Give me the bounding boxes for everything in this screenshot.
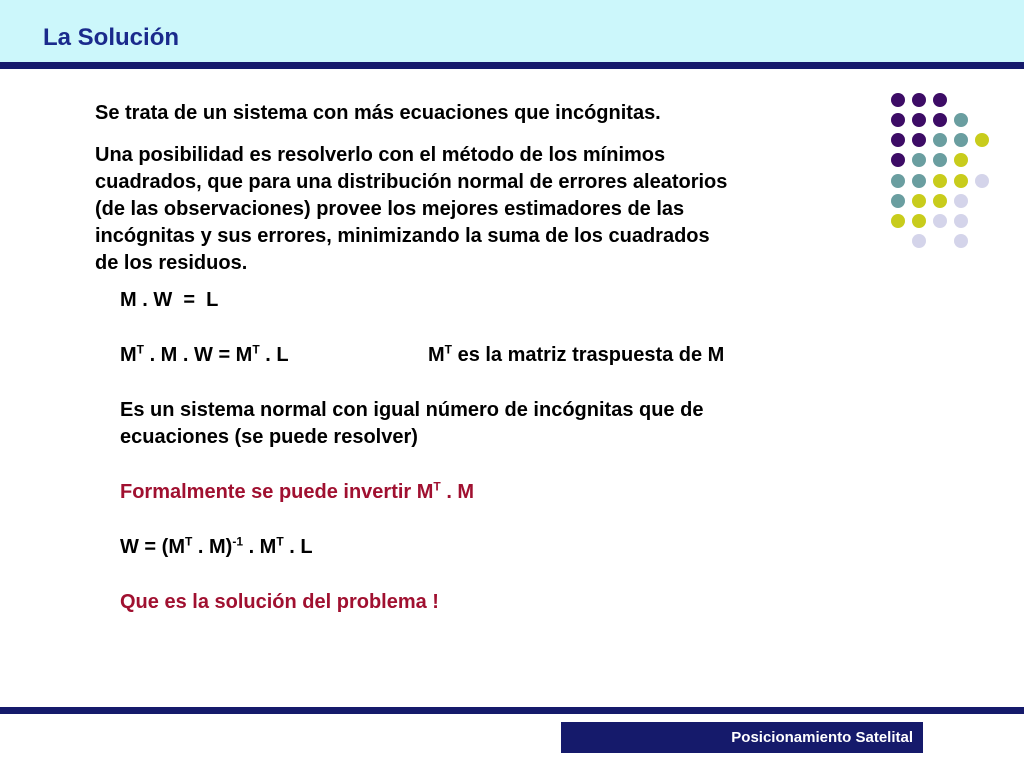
note-text: es la matriz traspuesta de M bbox=[452, 344, 725, 366]
normal-system-text bbox=[120, 397, 703, 451]
decor-dot bbox=[912, 174, 926, 188]
sol-text: . L bbox=[283, 536, 313, 558]
solution-equation bbox=[120, 534, 313, 561]
decor-dot bbox=[954, 194, 968, 208]
decor-dot bbox=[975, 133, 989, 147]
decor-dot bbox=[933, 113, 947, 127]
decor-dot bbox=[954, 234, 968, 248]
paragraph-line: (de las observaciones) provee los mejores estimadores de las bbox=[95, 198, 685, 220]
footer-text: Posicionamiento Satelital bbox=[731, 729, 913, 746]
eq-text: . L bbox=[259, 344, 289, 366]
decor-dot bbox=[912, 133, 926, 147]
sol-superscript: T bbox=[185, 534, 193, 549]
normal-line: ecuaciones (se puede resolver) bbox=[120, 426, 418, 448]
paragraph-line: Una posibilidad es resolverlo con el método de los mínimos bbox=[95, 144, 666, 166]
footer-label bbox=[561, 722, 923, 753]
decor-dot bbox=[954, 113, 968, 127]
decor-dot bbox=[891, 174, 905, 188]
decor-dot bbox=[933, 194, 947, 208]
sol-superscript: T bbox=[276, 534, 284, 549]
decor-dot bbox=[954, 133, 968, 147]
paragraph-line: incógnitas y sus errores, minimizando la suma de los cuadrados bbox=[95, 225, 710, 247]
decor-dot bbox=[912, 93, 926, 107]
decor-dot bbox=[933, 93, 947, 107]
decor-dot bbox=[933, 133, 947, 147]
footer-rule bbox=[0, 707, 1024, 714]
decor-dot bbox=[891, 214, 905, 228]
eq-text: M bbox=[120, 344, 137, 366]
eq-text: . M . W = M bbox=[144, 344, 253, 366]
decor-dot bbox=[891, 153, 905, 167]
invert-superscript: T bbox=[433, 479, 441, 494]
decor-dot bbox=[912, 194, 926, 208]
invert-text: Formalmente se puede invertir M bbox=[120, 481, 434, 503]
sol-superscript: -1 bbox=[232, 534, 244, 549]
decor-dot bbox=[912, 214, 926, 228]
decor-dot bbox=[891, 113, 905, 127]
invert-text: . M bbox=[440, 481, 475, 503]
decor-dot bbox=[933, 214, 947, 228]
note-superscript: T bbox=[444, 342, 453, 357]
decor-dot bbox=[891, 194, 905, 208]
paragraph-line: cuadrados, que para una distribución normal de errores aleatorios bbox=[95, 171, 728, 193]
sol-text: . M) bbox=[192, 536, 233, 558]
decor-dot bbox=[933, 153, 947, 167]
paragraph-line: de los residuos. bbox=[95, 252, 248, 274]
decor-dot bbox=[954, 214, 968, 228]
eq-superscript: T bbox=[252, 342, 260, 357]
decor-dot bbox=[912, 113, 926, 127]
decor-dot bbox=[975, 174, 989, 188]
sol-text: . M bbox=[243, 536, 277, 558]
sol-text: W = (M bbox=[120, 536, 185, 558]
slide-title: La Solución bbox=[43, 24, 180, 51]
decor-dot bbox=[891, 93, 905, 107]
note-text: M bbox=[428, 344, 445, 366]
decor-dot bbox=[954, 174, 968, 188]
invert-statement bbox=[120, 479, 474, 506]
decor-dot bbox=[954, 153, 968, 167]
normal-line: Es un sistema normal con igual número de incógnitas que de bbox=[120, 399, 704, 421]
equation-mwl: M . W = L bbox=[120, 289, 219, 311]
eq-superscript: T bbox=[136, 342, 145, 357]
transpose-note bbox=[428, 342, 724, 369]
decor-dot bbox=[891, 133, 905, 147]
header-rule bbox=[0, 62, 1024, 69]
least-squares-paragraph bbox=[95, 142, 727, 277]
decor-dot bbox=[912, 234, 926, 248]
closing-statement: Que es la solución del problema ! bbox=[120, 591, 439, 613]
intro-text: Se trata de un sistema con más ecuaciones que incógnitas. bbox=[95, 102, 661, 124]
decor-dot bbox=[933, 174, 947, 188]
equation-normal bbox=[120, 342, 289, 369]
decor-dot bbox=[912, 153, 926, 167]
